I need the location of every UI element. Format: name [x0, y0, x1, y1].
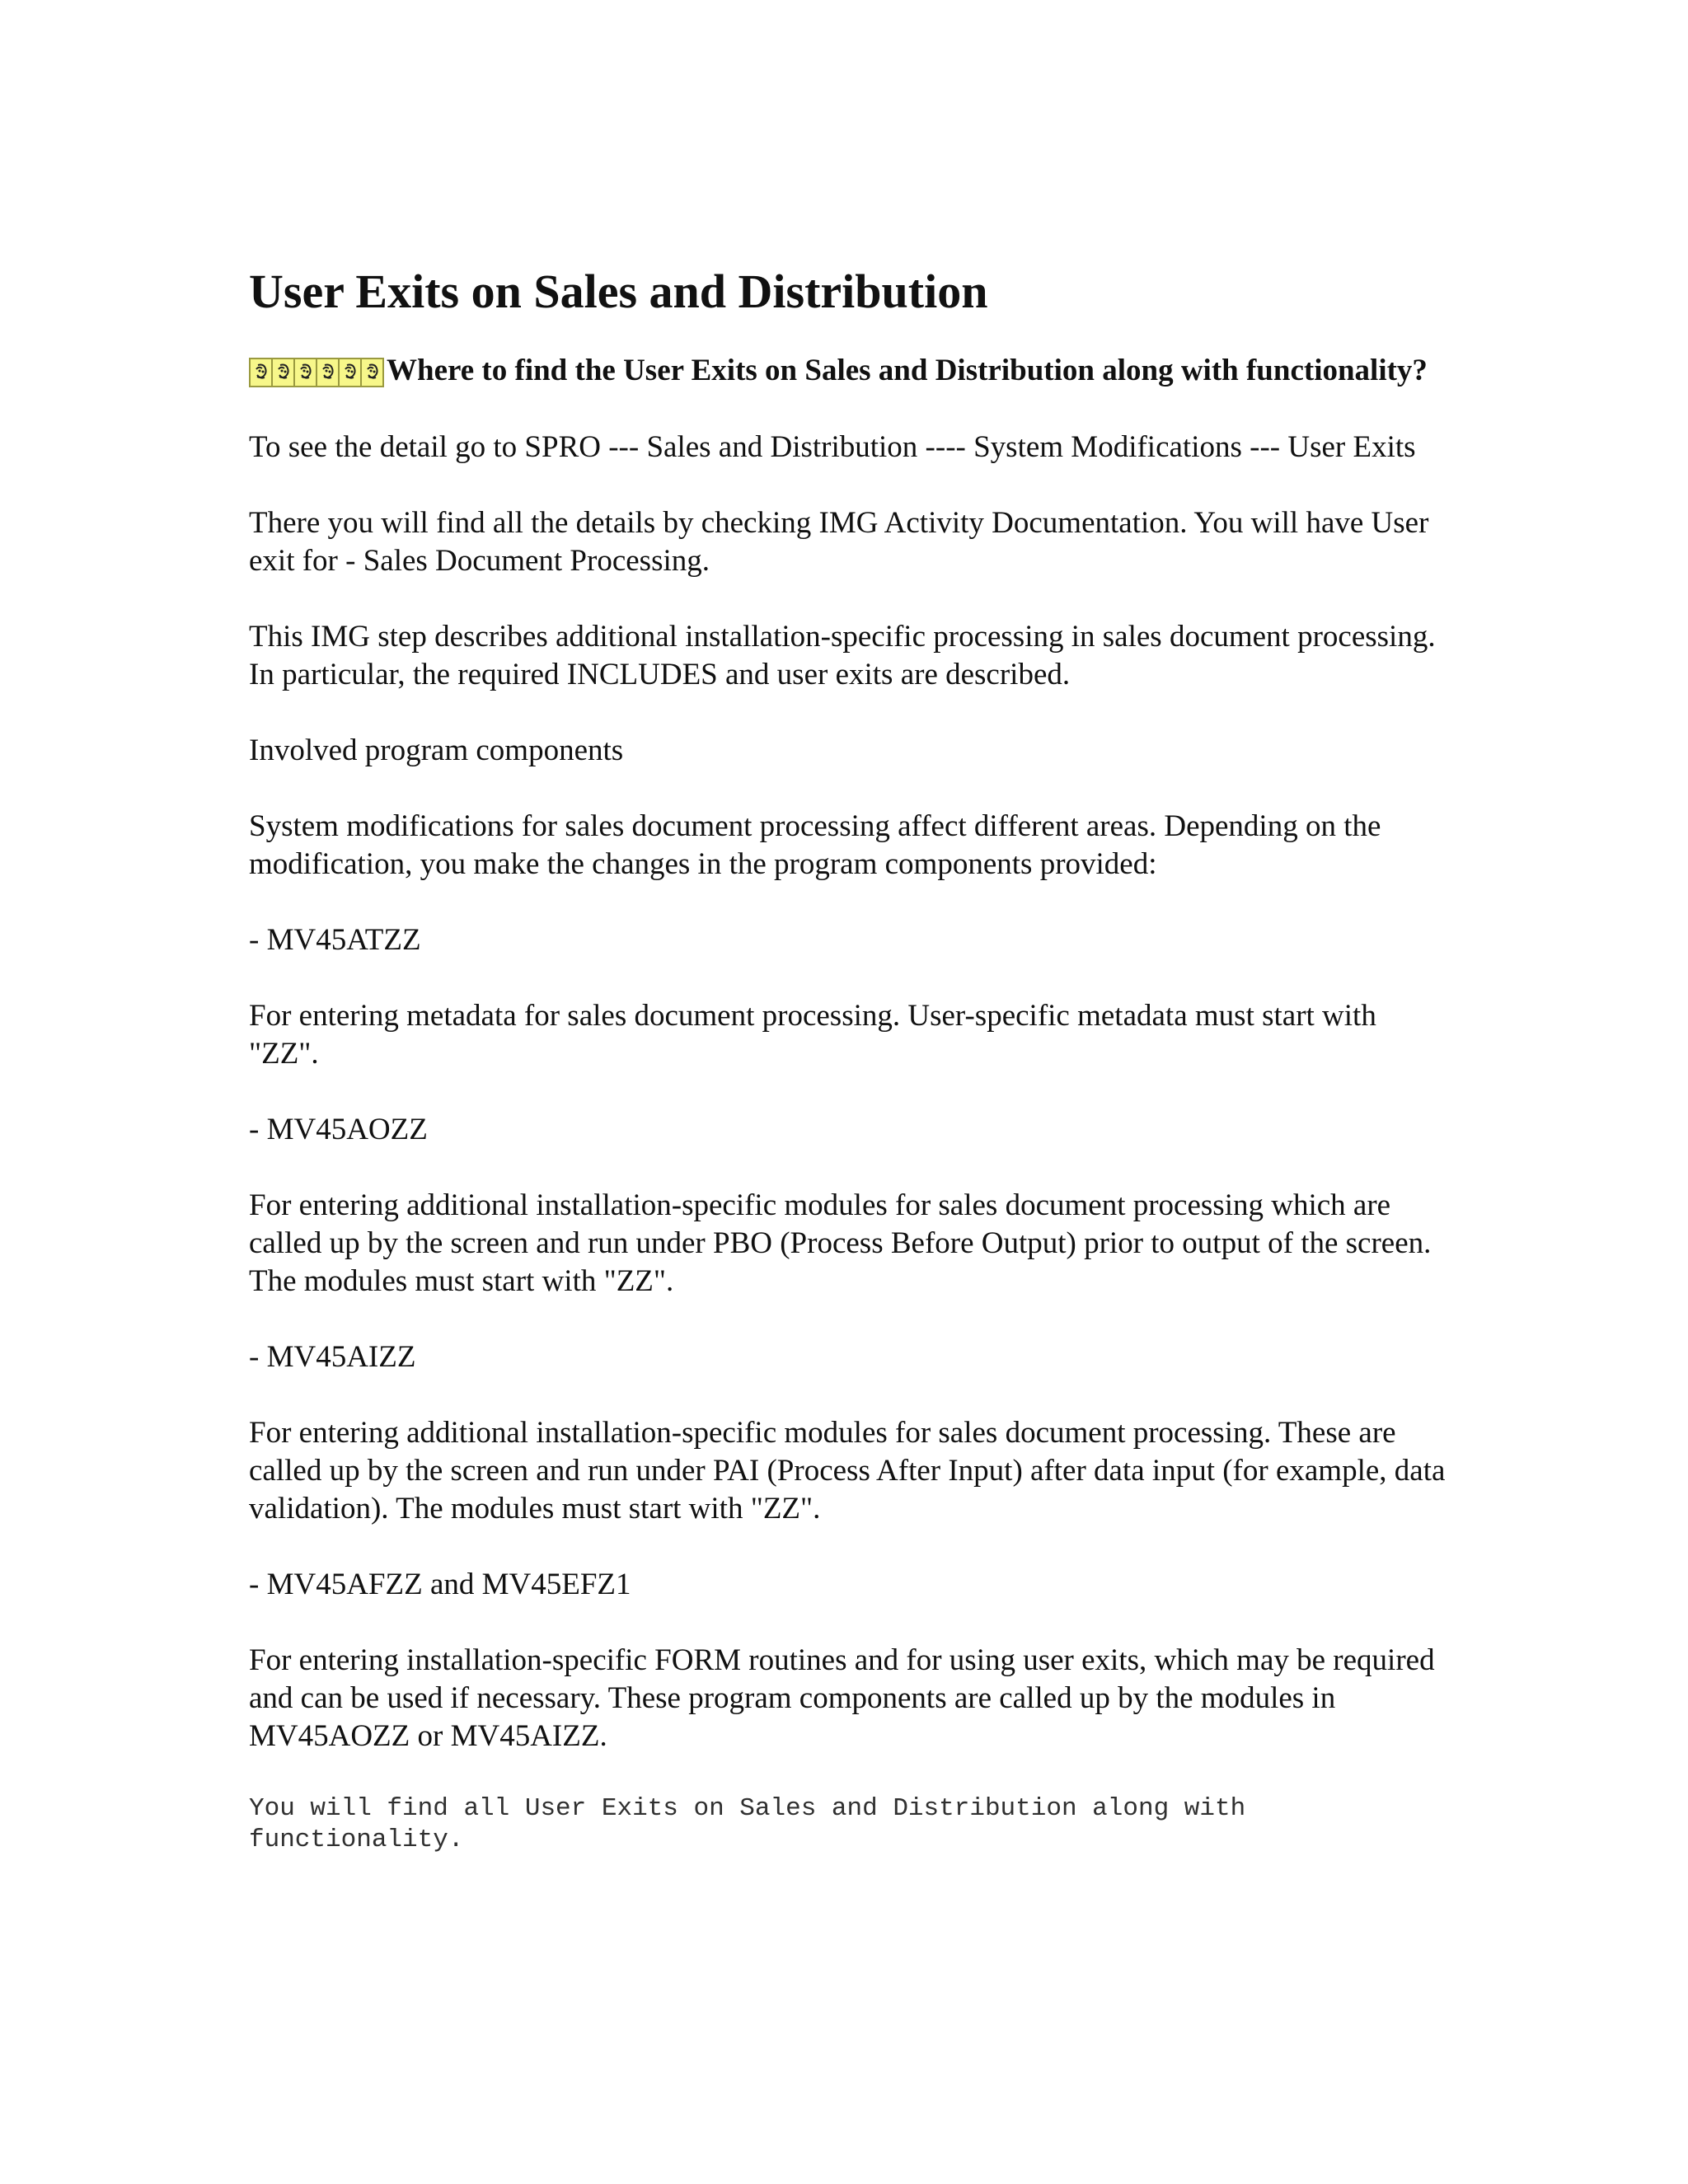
smiley-icon: [251, 359, 273, 386]
img-documentation-paragraph: There you will find all the details by checking IMG Activity Documentation. You will have User exit for - Sales Document Processing.: [249, 506, 1429, 578]
smiley-icon: [362, 359, 382, 386]
smiley-rating-icon: [249, 358, 384, 387]
question-heading: [249, 351, 1452, 390]
question-text: Where to find the User Exits on Sales and Distribution along with functionality?: [387, 354, 1428, 387]
component-mv45afzz-mv45efz1: - MV45AFZZ and MV45EFZ1: [249, 1568, 631, 1601]
smiley-icon: [295, 359, 317, 386]
component-mv45afzz-description: For entering installation-specific FORM routines and for using user exits, which may be required and can be used if necessary. These program components are called up by the modules in MV45AOZZ or MV45AIZZ.: [249, 1643, 1435, 1753]
spro-path-paragraph: To see the detail go to SPRO --- Sales and Distribution ---- System Modifications --- User Exits: [249, 430, 1416, 464]
img-step-paragraph: This IMG step describes additional installation-specific processing in sales document processing. In particular, the required INCLUDES and user exits are described.: [249, 620, 1436, 691]
smiley-icon: [273, 359, 295, 386]
functionality-note: You will find all User Exits on Sales and Distribution along with functionality.: [249, 1794, 1246, 1854]
component-mv45aizz-description: For entering additional installation-specific modules for sales document processing. These are called up by the screen and run under PAI (Process After Input) after data input (for example, data validation). The modules must start with "ZZ".: [249, 1416, 1446, 1526]
component-mv45aizz: - MV45AIZZ: [249, 1340, 416, 1374]
component-mv45aozz: - MV45AOZZ: [249, 1113, 428, 1146]
system-modifications-paragraph: System modifications for sales document processing affect different areas. Depending on the modification, you make the changes in the program components provided:: [249, 809, 1381, 881]
component-mv45aozz-description: For entering additional installation-specific modules for sales document processing which are called up by the screen and run under PBO (Process Before Output) prior to output of the screen. The modules must start with "ZZ".: [249, 1188, 1432, 1298]
document-content: [249, 262, 1452, 1856]
involved-components-heading: Involved program components: [249, 733, 624, 767]
smiley-icon: [317, 359, 340, 386]
page-title: User Exits on Sales and Distribution: [249, 265, 988, 318]
component-mv45atzz: - MV45ATZZ: [249, 923, 421, 957]
component-mv45atzz-description: For entering metadata for sales document processing. User-specific metadata must start with "ZZ".: [249, 999, 1376, 1071]
smiley-icon: [340, 359, 362, 386]
